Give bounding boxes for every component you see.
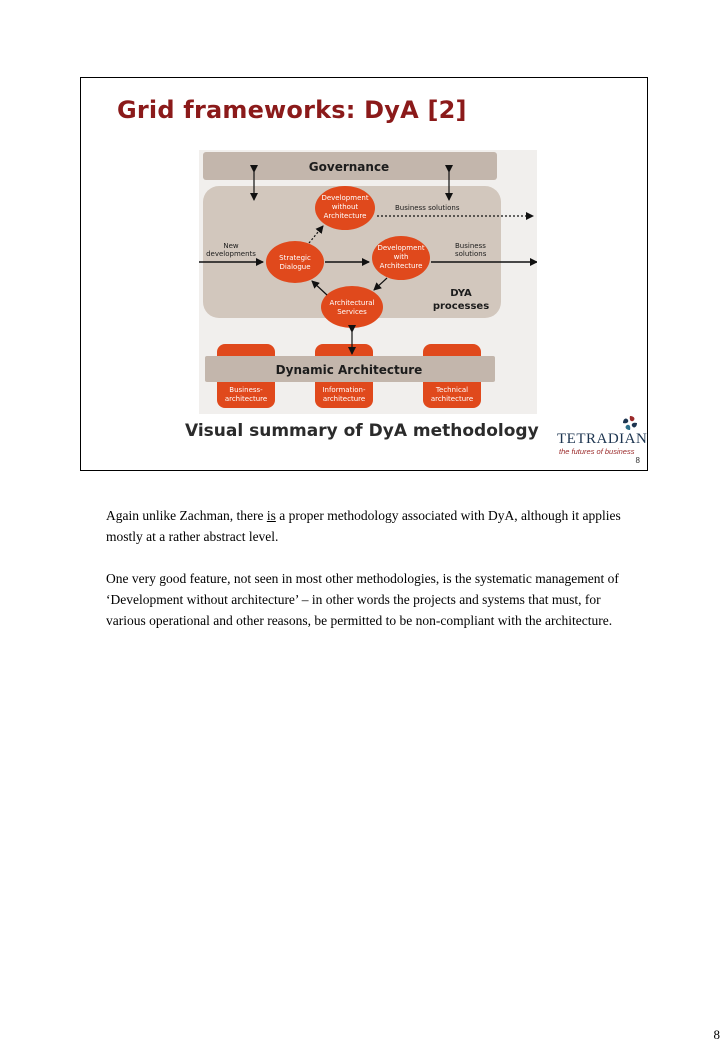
dyw-line2: without xyxy=(331,203,359,211)
notes-paragraph-1 xyxy=(106,505,626,547)
slide xyxy=(80,77,648,471)
business-solutions-right-line1: Business xyxy=(455,242,486,250)
governance-label: Governance xyxy=(308,160,390,174)
technical-architecture-line2: architecture xyxy=(430,395,474,403)
tetradian-logo xyxy=(557,414,648,462)
arch-services-line2: Services xyxy=(337,308,367,316)
architectural-services-node xyxy=(321,286,383,328)
dyw-line3: Architecture xyxy=(323,212,367,220)
dwa-line2: with xyxy=(393,253,409,261)
dwa-line1: Development xyxy=(377,244,425,252)
page-number: 8 xyxy=(713,1027,720,1042)
notes-p1-after: a proper methodology associated with DyA, although it applies mostly at a rather abstract level. xyxy=(106,508,621,544)
strategic-dialogue-node xyxy=(266,241,324,283)
dynamic-architecture-label: Dynamic Architecture xyxy=(275,363,423,377)
speaker-notes xyxy=(106,505,626,652)
notes-p1-underlined: is xyxy=(266,508,276,523)
business-architecture-line2: architecture xyxy=(224,395,268,403)
dya-diagram xyxy=(199,150,537,414)
dya-diagram-svg xyxy=(199,150,537,414)
strategic-line1: Strategic xyxy=(279,254,311,262)
information-architecture-line1: Information- xyxy=(322,386,366,394)
dyw-line1: Development xyxy=(321,194,369,202)
slide-number: 8 xyxy=(635,456,640,465)
logo-tagline: the futures of business xyxy=(559,447,635,456)
dya-label-line1: DYA xyxy=(450,288,472,299)
logo-name: TETRADIAN xyxy=(557,431,648,447)
tetradian-logo-icon xyxy=(621,414,639,432)
new-developments-line1: New xyxy=(223,242,239,250)
notes-p1-before: Again unlike Zachman, there xyxy=(106,508,267,523)
dwa-line3: Architecture xyxy=(379,262,423,270)
slide-caption: Visual summary of DyA methodology xyxy=(185,421,539,441)
strategic-line2: Dialogue xyxy=(279,263,311,271)
technical-architecture-line1: Technical xyxy=(435,386,469,394)
new-developments-line2: developments xyxy=(206,250,256,258)
information-architecture-line2: architecture xyxy=(322,395,366,403)
business-solutions-top-label: Business solutions xyxy=(395,204,460,212)
dya-label-line2: processes xyxy=(432,301,490,312)
business-architecture-line1: Business- xyxy=(229,386,263,394)
slide-title: Grid frameworks: DyA [2] xyxy=(117,96,467,124)
business-solutions-right-line2: solutions xyxy=(455,250,487,258)
arch-services-line1: Architectural xyxy=(329,299,375,307)
notes-paragraph-2: One very good feature, not seen in most other methodologies, is the systematic management of ‘Development without architecture’ – in other words the projects and systems that must, for various operational and other reasons, be permitted to be non-compliant with the architecture. xyxy=(106,571,619,628)
